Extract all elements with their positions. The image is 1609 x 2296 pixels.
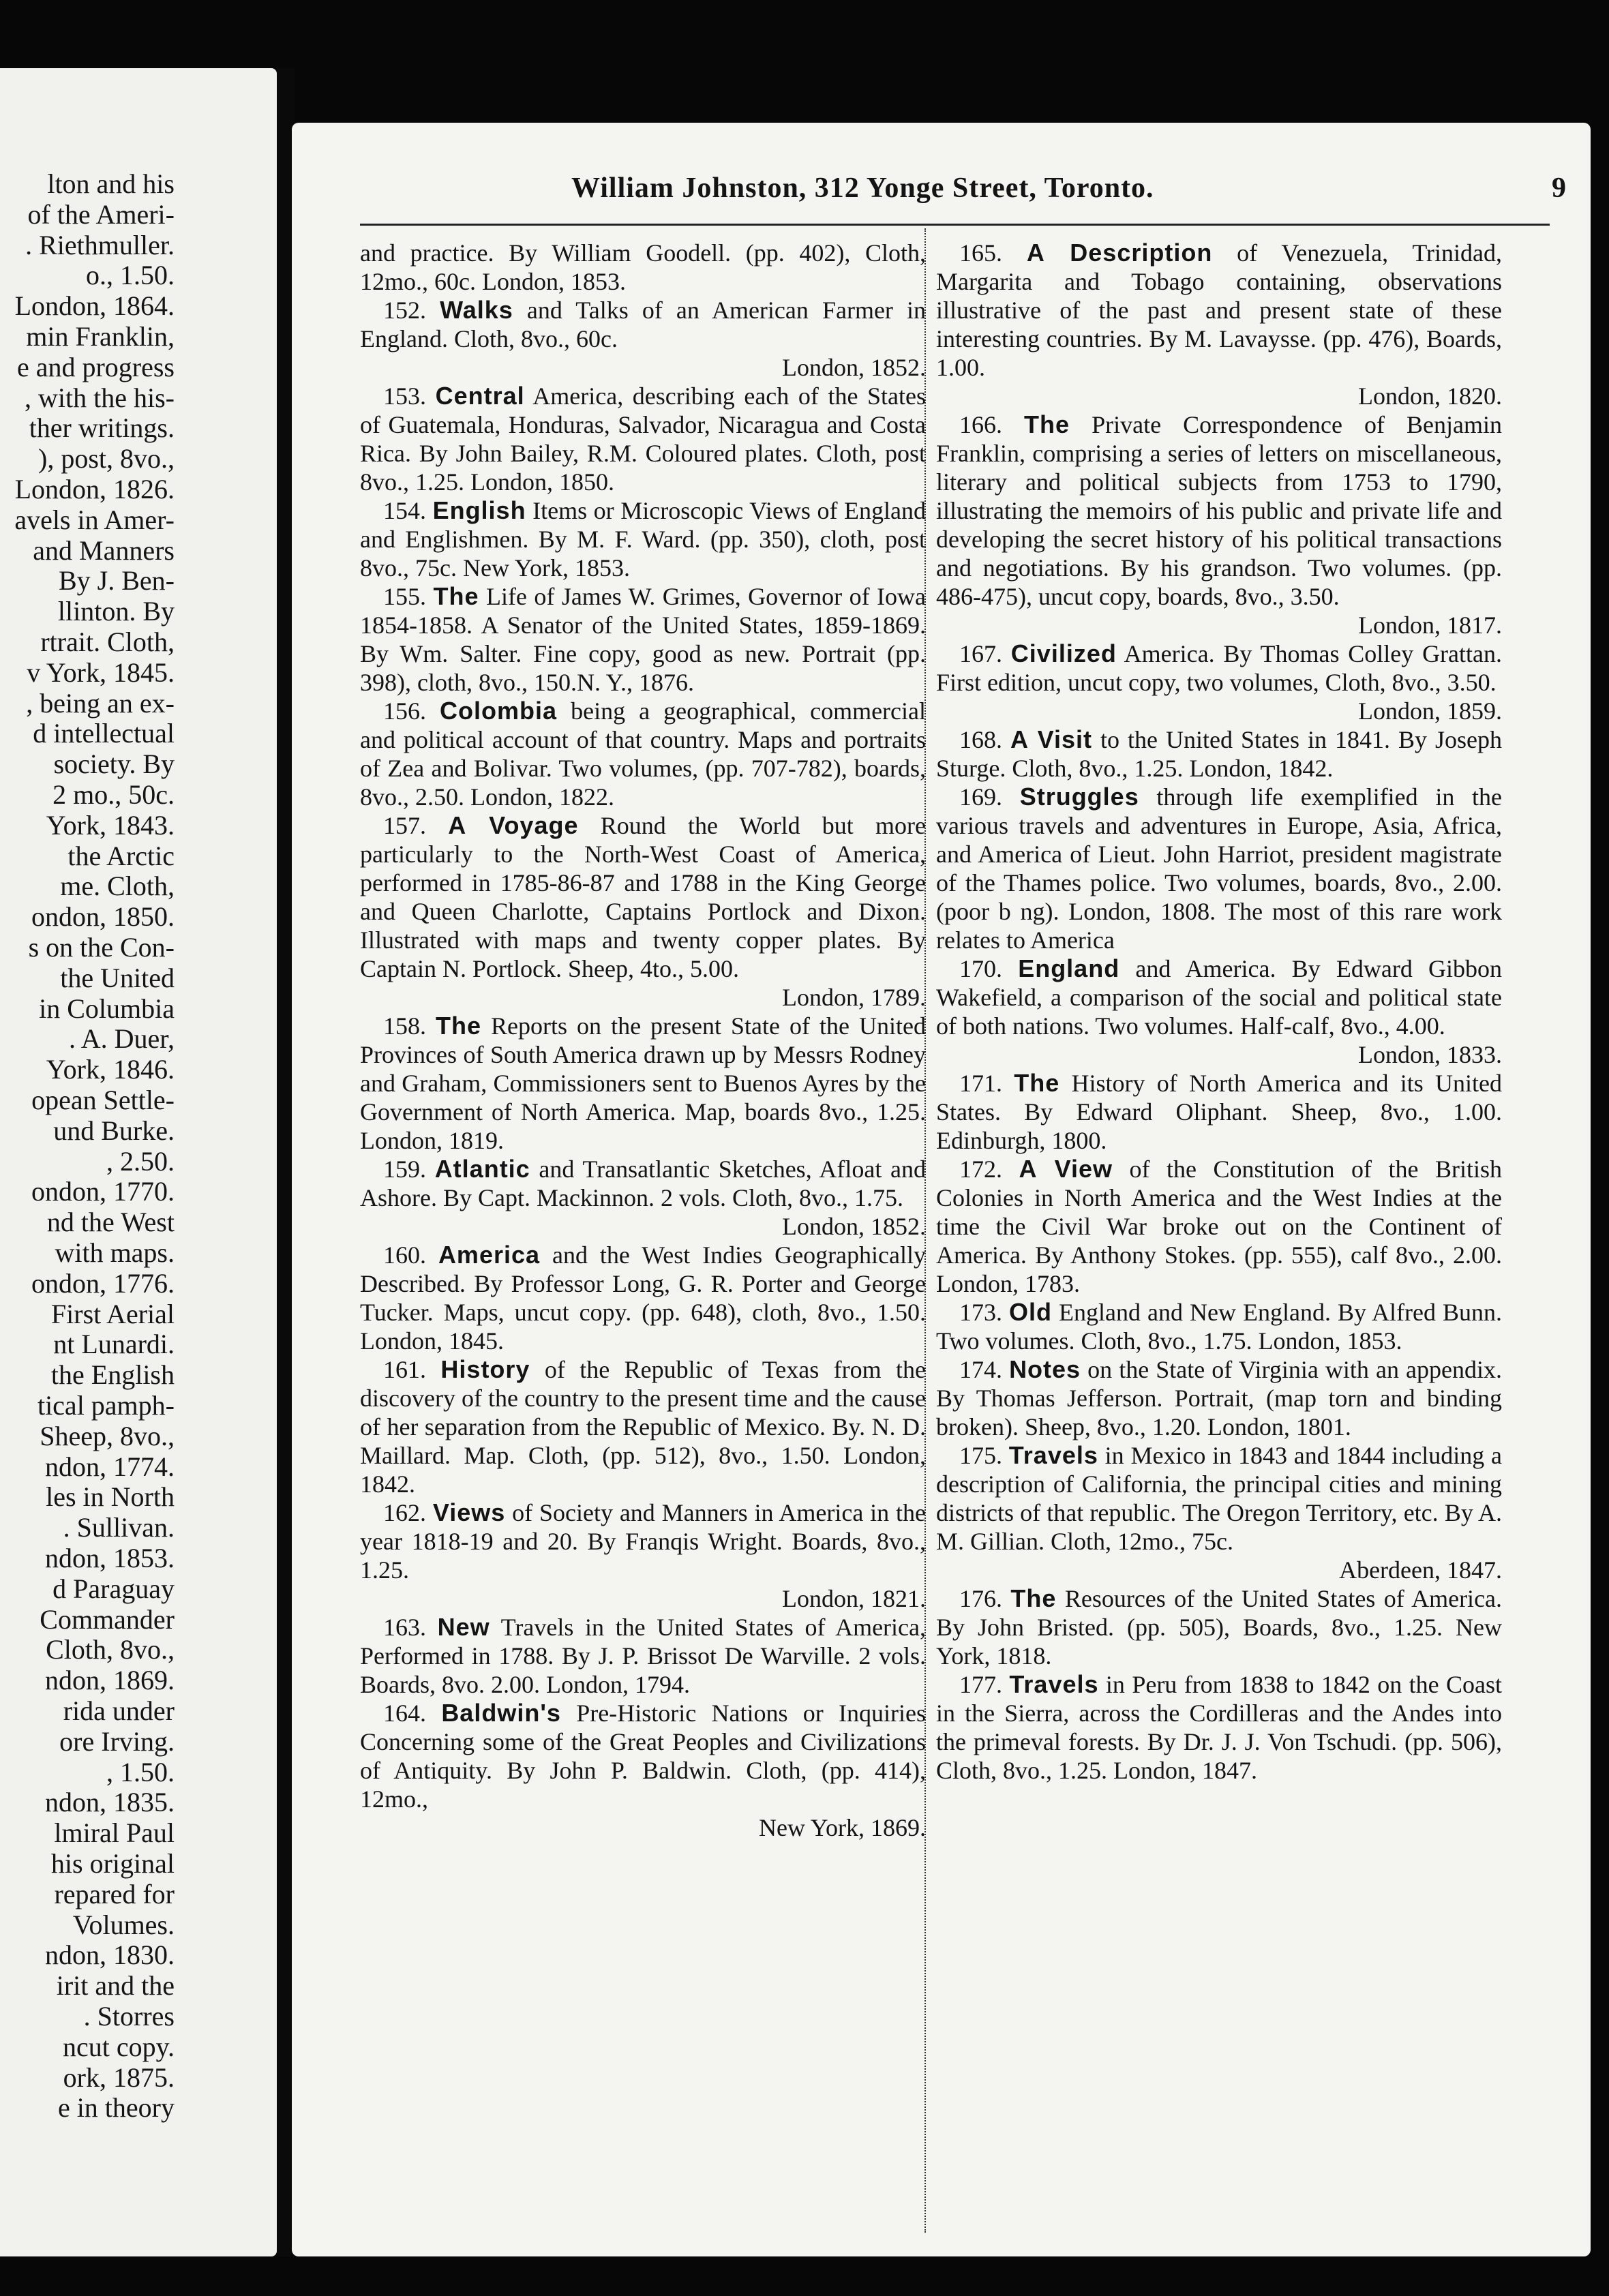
entry-title-keyword: Central [435,382,525,410]
catalogue-entry [936,1670,1502,1785]
left-page-fragment [0,68,277,2256]
fragment-line: tical pamph- [37,1390,175,1421]
entry-title-keyword: The [1024,410,1070,438]
entry-title-keyword: Views [432,1498,506,1526]
entry-title-keyword: Atlantic [434,1155,530,1183]
entry-number: 152. [383,297,426,324]
fragment-line: in Columbia [39,993,175,1024]
fragment-line: society. By [53,749,175,780]
entry-publication-place: London, 1852. [782,354,926,381]
entry-number: 158. [383,1012,426,1040]
catalogue-entry [936,954,1502,1069]
entry-description: Round the World but more particularly to the North-West Coast of America, performed in 1785-86-87 and 1788 in the King George and Queen Charlotte, Captains Portlock and Dixon. Illustrated with maps and twenty copper plates. By Captain N. Portlock. Sheep, 4to., 5.00. [360,812,926,982]
catalogue-entry [936,1441,1502,1584]
fragment-line: . Storres [83,2001,175,2031]
fragment-line: By J. Ben- [59,565,175,596]
entry-title-keyword: Civilized [1010,639,1117,667]
right-entries [936,239,1502,1785]
fragment-line: York, 1846. [46,1054,175,1085]
fragment-line: d Paraguay [52,1573,175,1604]
catalogue-entry [936,1355,1502,1441]
entry-description: and Transatlantic Sketches, Afloat and Ashore. By Capt. Mackinnon. 2 vols. Cloth, 8vo., 1.75. [360,1155,927,1211]
entry-number: 176. [959,1585,1002,1612]
entry-number: 162. [383,1499,426,1526]
entry-description: America, describing each of the States of Guatemala, Honduras, Salvador, Nicaragua and Costa Rica. By John Bailey, R.M. Coloured plates. Cloth, post 8vo., 1.25. London, 1850. [360,382,927,496]
entry-publication-place: London, 1820. [1358,382,1502,410]
entry-title-keyword: History [440,1355,530,1383]
fragment-line: ondon, 1770. [31,1176,175,1207]
left-column [360,239,926,1842]
fragment-line: York, 1843. [46,809,175,841]
entry-number: 163. [383,1614,426,1641]
entry-number: 174. [959,1356,1002,1383]
entry-description: in Mexico in 1843 and 1844 including a description of California, the principal cities and mining districts of that republic. The Oregon Territory, etc. By A. M. Gillian. Cloth, 12mo., 75c. [936,1442,1503,1555]
catalogue-entry [936,1069,1502,1155]
entry-number: 161. [383,1356,426,1383]
fragment-line: , with the his- [25,382,175,413]
fragment-line: the United [60,962,175,993]
fragment-line: lton and his [47,168,175,199]
fragment-line: ndon, 1774. [45,1451,175,1482]
header-rule [360,224,1550,226]
fragment-line: rtrait. Cloth, [40,626,175,657]
entry-number: 156. [383,697,426,725]
fragment-line: with maps. [55,1237,175,1268]
entry-publication-place: London, 1859. [1358,697,1502,725]
entry-description: Private Correspondence of Benjamin Franklin, comprising a series of letters on miscellaneous, literary and political subjects from 1753 to 1790, illustrating the memoirs of his public and private life and developing the secret history of his political transactions and negotiations. By his grandson. Two volumes. (pp. 486-475), uncut copy, boards, 8vo., 3.50. [936,411,1502,610]
entry-number: 177. [959,1671,1002,1698]
right-column [936,239,1502,1785]
entry-number: 157. [383,812,426,839]
catalogue-entry [360,1155,926,1241]
entry-number: 153. [383,382,426,410]
catalogue-entry [360,296,926,382]
fragment-line: v York, 1845. [27,656,175,688]
entry-description: Items or Microscopic Views of England and Englishmen. By M. F. Ward. (pp. 350), cloth, post 8vo., 75c. New York, 1853. [360,497,926,581]
entry-title-keyword: Old [1009,1298,1053,1326]
fragment-line: London, 1826. [14,474,175,504]
fragment-line: nt Lunardi. [53,1329,175,1360]
entry-title-keyword: Struggles [1019,783,1139,811]
entry-number: 168. [959,726,1002,753]
entry-description: History of North America and its United States. By Edward Oliphant. Sheep, 8vo., 1.00. Edinburgh, 1800. [936,1070,1503,1154]
fragment-line: s on the Con- [28,932,175,963]
entry-publication-place: London, 1833. [1358,1041,1502,1068]
entry-title-keyword: Baldwin's [441,1699,561,1727]
entry-description: Life of James W. Grimes, Governor of Iowa 1854-1858. A Senator of the United States, 1859-1869. By Wm. Salter. Fine copy, good as new. Portrait (pp. 398), cloth, 8vo., 150.N. Y., 1876. [360,583,927,696]
entry-title-keyword: The [433,582,479,610]
catalogue-entry [360,811,926,1012]
fragment-line: avels in Amer- [14,504,175,535]
fragment-line: Volumes. [72,1909,175,1940]
catalogue-entry [936,1155,1502,1298]
entry-title-keyword: A Description [1026,239,1213,267]
catalogue-entry [360,1498,926,1613]
entry-number: 165. [959,239,1002,267]
catalogue-entry [360,496,926,582]
fragment-line: Commander [40,1603,175,1635]
fragment-line: the Arctic [67,840,175,871]
entry-title-keyword: Walks [440,296,513,324]
entry-publication-place: London, 1852. [782,1213,926,1240]
entry-title-keyword: New [437,1613,490,1641]
entry-description: Reports on the present State of the United Provinces of South America drawn up by Messrs Rodney and Graham, Commissioners sent to Buenos Ayres by the Government of North America. Map, boards 8vo., 1.25. London, 1819. [360,1012,927,1154]
fragment-line: lmiral Paul [54,1817,175,1849]
page-number: 9 [1552,172,1567,204]
entry-title-keyword: England [1018,954,1120,982]
entry-number: 175. [959,1442,1002,1469]
entry-description: of Venezuela, Trinidad, Margarita and Tobago containing, observations illustrative of the past and present state of these interesting countries. By M. Lavaysse. (pp. 476), Boards, 1.00. [936,239,1503,381]
fragment-line: les in North [46,1481,175,1513]
entry-description: and America. By Edward Gibbon Wakefield, a comparison of the social and political state of both nations. Two volumes. Half-calf, 8vo., 4.00. [936,955,1502,1040]
entry-number: 159. [383,1155,426,1183]
fragment-line: e in theory [57,2092,175,2124]
fragment-line: First Aerial [50,1298,175,1329]
fragment-line: ), post, 8vo., [38,443,175,474]
entry-title-keyword: The [436,1012,482,1040]
fragment-line: ther writings. [29,412,175,444]
catalogue-entry [936,410,1502,639]
entry-description: on the State of Virginia with an appendix. By Thomas Jefferson. Portrait, (map torn and binding broken). Sheep, 8vo., 1.20. London, 1801. [936,1356,1502,1440]
entry-title-keyword: A Voyage [448,811,579,839]
entry-description: to the United States in 1841. By Joseph Sturge. Cloth, 8vo., 1.25. London, 1842. [936,726,1503,782]
entry-description: of the Republic of Texas from the discovery of the country to the present time and the cause of her separation from the Republic of Mexico. By. N. D. Maillard. Map. Cloth, (pp. 512), 8vo., 1.50. London, 1842. [360,1356,927,1498]
fragment-line: irit and the [56,1970,175,2002]
continuation-text: and practice. By William Goodell. (pp. 402), Cloth, 12mo., 60c. London, 1853. [360,239,926,295]
entry-title-keyword: Notes [1009,1355,1081,1383]
entry-title-keyword: A View [1019,1155,1113,1183]
catalogue-entry [360,1699,926,1842]
catalogue-entry [936,725,1502,783]
catalogue-entry [360,1613,926,1699]
entry-title-keyword: A Visit [1010,725,1093,753]
entry-number: 164. [383,1700,426,1727]
entry-title-keyword: The [1010,1584,1057,1612]
entry-description: America. By Thomas Colley Grattan. First edition, uncut copy, two volumes, Cloth, 8vo., 3.50. [936,640,1503,696]
fragment-line: . Riethmuller. [25,229,175,260]
entry-number: 154. [383,497,426,524]
fragment-line: Sheep, 8vo., [40,1420,175,1451]
fragment-line: ndon, 1853. [45,1543,175,1573]
fragment-line: and Manners [33,534,175,566]
fragment-line: 2 mo., 50c. [52,779,175,810]
fragment-line: rida under [63,1695,175,1726]
entry-description: of the Constitution of the British Colonies in North America and the West Indies at the time the Civil War broke out on the Continent of America. By Anthony Stokes. (pp. 555), calf 8vo., 2.00. London, 1783. [936,1155,1503,1297]
fragment-line: ncut copy. [62,2031,175,2062]
entry-number: 171. [959,1070,1002,1097]
catalogue-page [292,123,1591,2256]
catalogue-entry [360,1012,926,1155]
entry-title-keyword: English [432,496,526,524]
fragment-line: ndon, 1869. [45,1665,175,1696]
catalogue-entry [360,582,926,697]
entry-publication-place: London, 1817. [1358,611,1502,639]
fragment-line: und Burke. [53,1115,175,1146]
catalogue-entry [360,697,926,811]
fragment-line: Cloth, 8vo., [46,1634,175,1665]
catalogue-entry [936,1298,1502,1355]
entry-description: Resources of the United States of America. By John Bristed. (pp. 505), Boards, 8vo., 1.25. New York, 1818. [936,1585,1503,1670]
catalogue-entry [936,783,1502,954]
fragment-line: his original [50,1848,175,1879]
entry-description: through life exemplified in the various travels and adventures in Europe, Asia, Africa, and America of Lieut. John Harriot, president magistrate of the Thames police. Two volumes, boards, 8vo., 2.00. (poor b ng). London, 1808. The most of this rare work relates to America [936,783,1503,954]
catalogue-entry [360,1241,926,1355]
fragment-line: opean Settle- [31,1085,175,1115]
fragment-line: me. Cloth, [60,871,175,902]
entry-title-keyword: Travels [1008,1441,1098,1469]
fragment-line: repared for [54,1878,175,1909]
fragment-line: the English [50,1359,175,1391]
entry-number: 172. [959,1155,1002,1183]
fragment-line: ondon, 1776. [31,1267,175,1299]
entry-title-keyword: Travels [1009,1670,1099,1698]
entry-title-keyword: America [438,1241,541,1269]
catalogue-entry [360,1355,926,1498]
entry-title-keyword: Colombia [440,697,558,725]
entry-description: in Peru from 1838 to 1842 on the Coast in the Sierra, across the Cordilleras and the Andes into the primeval forests. By Dr. J. J. Von Tschudi. (pp. 506), Cloth, 8vo., 1.25. London, 1847. [936,1671,1503,1784]
entry-description: being a geographical, commercial and political account of that country. Maps and portraits of Zea and Bolivar. Two volumes, (pp. 707-782), boards, 8vo., 2.50. London, 1822. [360,697,927,811]
catalogue-entry [936,639,1502,725]
entry-number: 160. [383,1241,426,1269]
fragment-line: d intellectual [33,718,175,749]
fragment-line: , being an ex- [26,687,175,719]
entry-title-keyword: The [1014,1069,1060,1097]
entry-publication-place: London, 1789. [782,984,926,1011]
fragment-line: , 1.50. [106,1756,175,1787]
entry-number: 155. [383,583,426,610]
fragment-line: ndon, 1835. [45,1787,175,1818]
fragment-line: min Franklin, [26,321,175,352]
entry-description: and the West Indies Geographically Described. By Professor Long, G. R. Porter and George Tucker. Maps, uncut copy. (pp. 648), cloth, 8vo., 1.50. London, 1845. [360,1241,926,1355]
fragment-line: nd the West [46,1207,175,1238]
fragment-line: . Sullivan. [63,1512,175,1543]
entry-description: Pre-Historic Nations or Inquiries Concerning some of the Great Peoples and Civilizations of Antiquity. By John P. Baldwin. Cloth, (pp. 414), 12mo., [360,1700,927,1813]
page-header-title: William Johnston, 312 Yonge Street, Toronto. [571,172,1154,204]
left-entries [360,296,926,1842]
entry-publication-place: Aberdeen, 1847. [1339,1556,1502,1584]
entry-number: 170. [959,955,1002,982]
entry-description: and Talks of an American Farmer in England. Cloth, 8vo., 60c. [360,297,926,352]
fragment-line: o., 1.50. [86,260,175,291]
entry-number: 166. [959,411,1002,438]
fragment-line: ork, 1875. [63,2061,175,2093]
entry-number: 173. [959,1299,1002,1326]
fragment-line: London, 1864. [14,290,175,322]
entry-publication-place: London, 1821. [782,1585,926,1612]
fragment-line: ore Irving. [59,1725,175,1757]
catalogue-entry [360,382,926,496]
entry-number: 167. [959,640,1002,667]
entry-number: 169. [959,783,1002,811]
fragment-line: ondon, 1850. [31,901,175,933]
fragment-line: ndon, 1830. [45,1939,175,1971]
entry-description: England and New England. By Alfred Bunn. Two volumes. Cloth, 8vo., 1.75. London, 1853. [936,1299,1502,1355]
entry-description: Travels in the United States of America, Performed in 1788. By J. P. Brissot De Warville. 2 vols. Boards, 8vo. 2.00. London, 1794. [360,1614,926,1698]
fragment-line: llinton. By [57,596,175,627]
fragment-line: , 2.50. [106,1145,175,1177]
fragment-line: of the Ameri- [27,198,175,230]
catalogue-entry [936,1584,1502,1670]
entry-description: of Society and Manners in America in the year 1818-19 and 20. By Franqis Wright. Boards, 8vo., 1.25. [360,1499,926,1584]
fragment-line: e and progress [16,351,175,382]
entry-publication-place: New York, 1869. [758,1814,926,1841]
catalogue-entry [936,239,1502,410]
fragment-line: . A. Duer, [68,1023,175,1055]
